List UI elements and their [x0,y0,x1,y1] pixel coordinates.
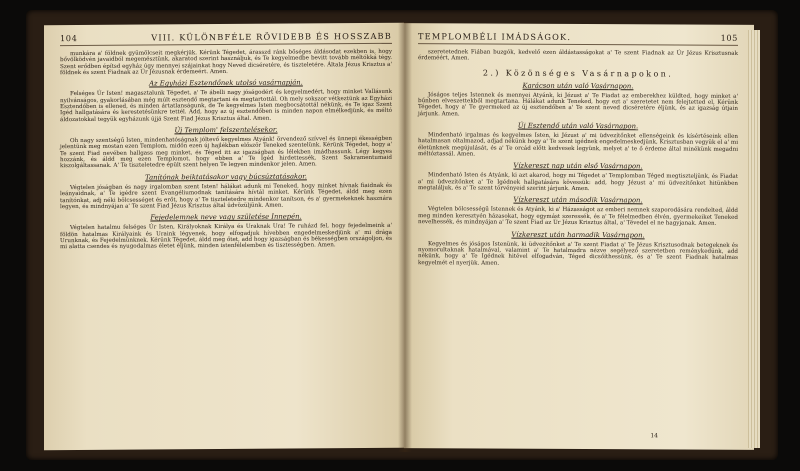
paragraph: Felséges Úr Isten! magasztalunk Tégedet, a' Te ábelli nagy jóságodért és kegyelmedért, hogy minket Vallásunk nyilvánságos, gyakorlásában még múlt esztendő megtartani és megtartottál. Oh mely sokszor vétkeztünk az Egyházi Esztendőben is ellened, és minden ártatlanságunk, de Te kegyelmes Isten megbocsátottál nékünk, és Te igaz Szent Igéd hallgatására és kerestetésünkre tettél. Add, hogy az új esztendőben is minden napon elmélkedjünk, és méltó áldozatokkal tegyük egyházunk újjá Szent Fiad Jézus Krisztus által. Amen. [60,89,392,123]
section-heading: Vízkereszt után harmadik Vasárnapon. [511,230,645,239]
paragraph: szeretetednek Fiában buzgók, kedvelő ezen áldástasságokat a' Te szent Fiadnak az Úr Jézus Krisztusnak érdeméért, Amen. [418,49,738,62]
section-heading: Új Templom' felszentelésekor. [174,125,278,135]
running-head: TEMPLOMBÉLI IMÁDSÁGOK. [418,31,572,42]
paragraph: Végtelen hatalmu felséges Úr Isten, Királyoknak Királya és Uraknak Ura! Te ruházd fel, hogy fejedelmeink a' földön hatalmas Királyaink és Uraink légyenek, hogy elfogadjuk hívebben engedelmeskedjünk a' mi drága Urunknak, és Fejedelmünknek. Kérünk Tégedet, áldd meg őtet, add hogy igazságban és békességben országoljon, és mi alatta csendes és nyugodalmas életet éljünk, minden istenfélelemben és tisztességben. Amen. [60,223,392,251]
paragraph: Jóságos teljes Istennek és mennyei Atyánk, ki Jézust a' Te Fiadat az emberekhez küldted, hogy minket a' bűnben elveszettekből megtartana. Hálákat adunk Teneked, hogy ezt a' szeretetet nem felejtetted el, Kérünk Tégedet, hogy a' Te gyermeked az új esztendőben a' Te szent neved dicséretére éljünk, és az igazság útjain járjunk. Amen. [418,91,738,118]
paragraph: Oh nagy szentségű Isten, mindenhatóságnak jóltevő kegyelmes Atyánk! örvendező szívvel és ünnepi ékességben jelentünk meg mostan ezen Templom, midőn ezen új hajlékban először Teneked szentelünk. Kérünk Tégedet, hogy a' Te szent Fiad nevében hallgass meg minket, és Téged itt az igazságban és lélekben imádhassunk. Légy kegyes hozzánk, és áldd meg ezen Templomot, hogy ebben a' Te Igéd hirdettessék, Szent Sakramentumaid kiszolgáltassanak. A' Te tiszteletedre épült szent helyen Te legyen mindenkor jelen. Amen. [60,135,392,170]
paragraph: Kegyelmes és jóságos Istenünk, ki üdvezítőnket a' Te szent Fiadat a' Te Jézus Krisztusodnak betegeknek és nyomorultaknak hatalmával, valamint a' Te hatalmadra nézve segélyező szeretetben reménykedünk, add nékünk, hogy a' Te Igédnek hitével elfogadván, Téged dicsőíthessünk, és a' Te szent Fiadnak hatalmas kegyelmét el nyerjük. Amen. [418,240,738,267]
paragraph: Végtelen jóságban és nagy irgalomban szent Isten! hálákat adunk mi Teneked, hogy minket hívnak fiaidnak és leányaidnak, a' Te igédre szent Evangéliumodnak tanítására hívtál minket. Kérünk Tégedet, áldd meg ezen tanítónkat, adj néki bölcsességet és erőt, hogy a' Te tiszteletedre mindenkor tanítson, és a' gyermekeknek hasznára legyen, és mindnyájan a' Te szent Fiad Jézus Krisztus által üdvözüljünk. Amen. [60,182,392,210]
section-heading: Új Esztendő után való Vasárnapon. [517,121,639,131]
running-head: VIII. KÜLÖNBFÉLE RÖVIDEBB ÉS HOSSZABB [151,30,392,43]
section-heading: Vízkereszt után második Vasárnapon. [513,196,643,205]
section-title: 2.) Közönséges Vasárnapokon. [482,68,674,79]
paragraph: Mindenható Isten és Atyánk, ki azt akarod, hogy mi Tégedet a' Templomban Téged megtiszteljünk, és Fiadat a' mi üdvezítőnket a' Te Igédnek hallgatására kövessük: add, hogy Jézust a' mi üdvezítőnket hitünkben megtaláljuk, és a' Te szent törvényeid szerint járjunk. Amen. [418,172,738,193]
paragraph: Végtelen bölcsességű Istennek és Atyánk, ki a' Házasságot az emberi nemnek szaporodására rendelted, áldd meg minden keresztyén házasokat, hogy egymást szeressék, és a' Te félelmedben élvén, gyermekeiket Teneked nevelhessék, és mindnyájan a' Te szent Fiad az Úr Jézus Krisztus által, a' Tévedel el ne hagyjanak. Amen. [418,206,738,227]
section-heading: Tanítónak beiktatásakor vagy búcsúztatásakor. [145,172,307,182]
left-page-header [60,31,392,46]
right-page-header [418,31,738,46]
section-heading: Az Egyházi Esztendőnek utolsó vasárnapján. [149,78,303,88]
paragraph: Mindenható irgalmas és kegyelmes Isten, ki Jézust a' mi üdvezítőnket ellenségeink és kísértéseink ellen hatalmasan oltalmazod, adjad nékünk hogy a' Te szent igédnek engedelmeskedjünk, Krisztusban vegyük el a' mi életünknek megújulását, és a' Te orcád előtt kedvesek legyünk, melyet a' te ő érdeme által minékünk megadni méltóztassál. Amen. [418,132,738,158]
left-page [44,23,404,451]
signature-mark: 14 [650,432,658,440]
paragraph: munkára a' földnek gyümölcseit megkérjük. Kérünk Tégedet, árasszd ránk bőséges áldásodat ezekben is, hogy bővölködvén javaidból megemésztünk, akaratod szerint használjuk, és Te kegyelmedbe bevitt tovább méltókká tégy. Szent erődben építsd egyház úgy mennyei szájainkat hogy Neved dicséretére, és tiszteletére. Általa Jézus Krisztus a' földnek és szent Fiadnak az Úr Jézusnak érdemeért. Amen. [60,48,392,77]
section-heading: Fejedelemnek neve vagy születése Innepén. [150,212,302,222]
page-number: 104 [60,33,78,44]
page-number: 105 [720,32,738,43]
section-heading: Karácson után való Vasárnapon. [522,81,634,90]
right-page [404,23,754,450]
book-gutter [398,22,412,452]
page-edges [748,30,760,448]
section-heading: Vízkereszt nap után első Vasárnapon. [513,162,643,171]
